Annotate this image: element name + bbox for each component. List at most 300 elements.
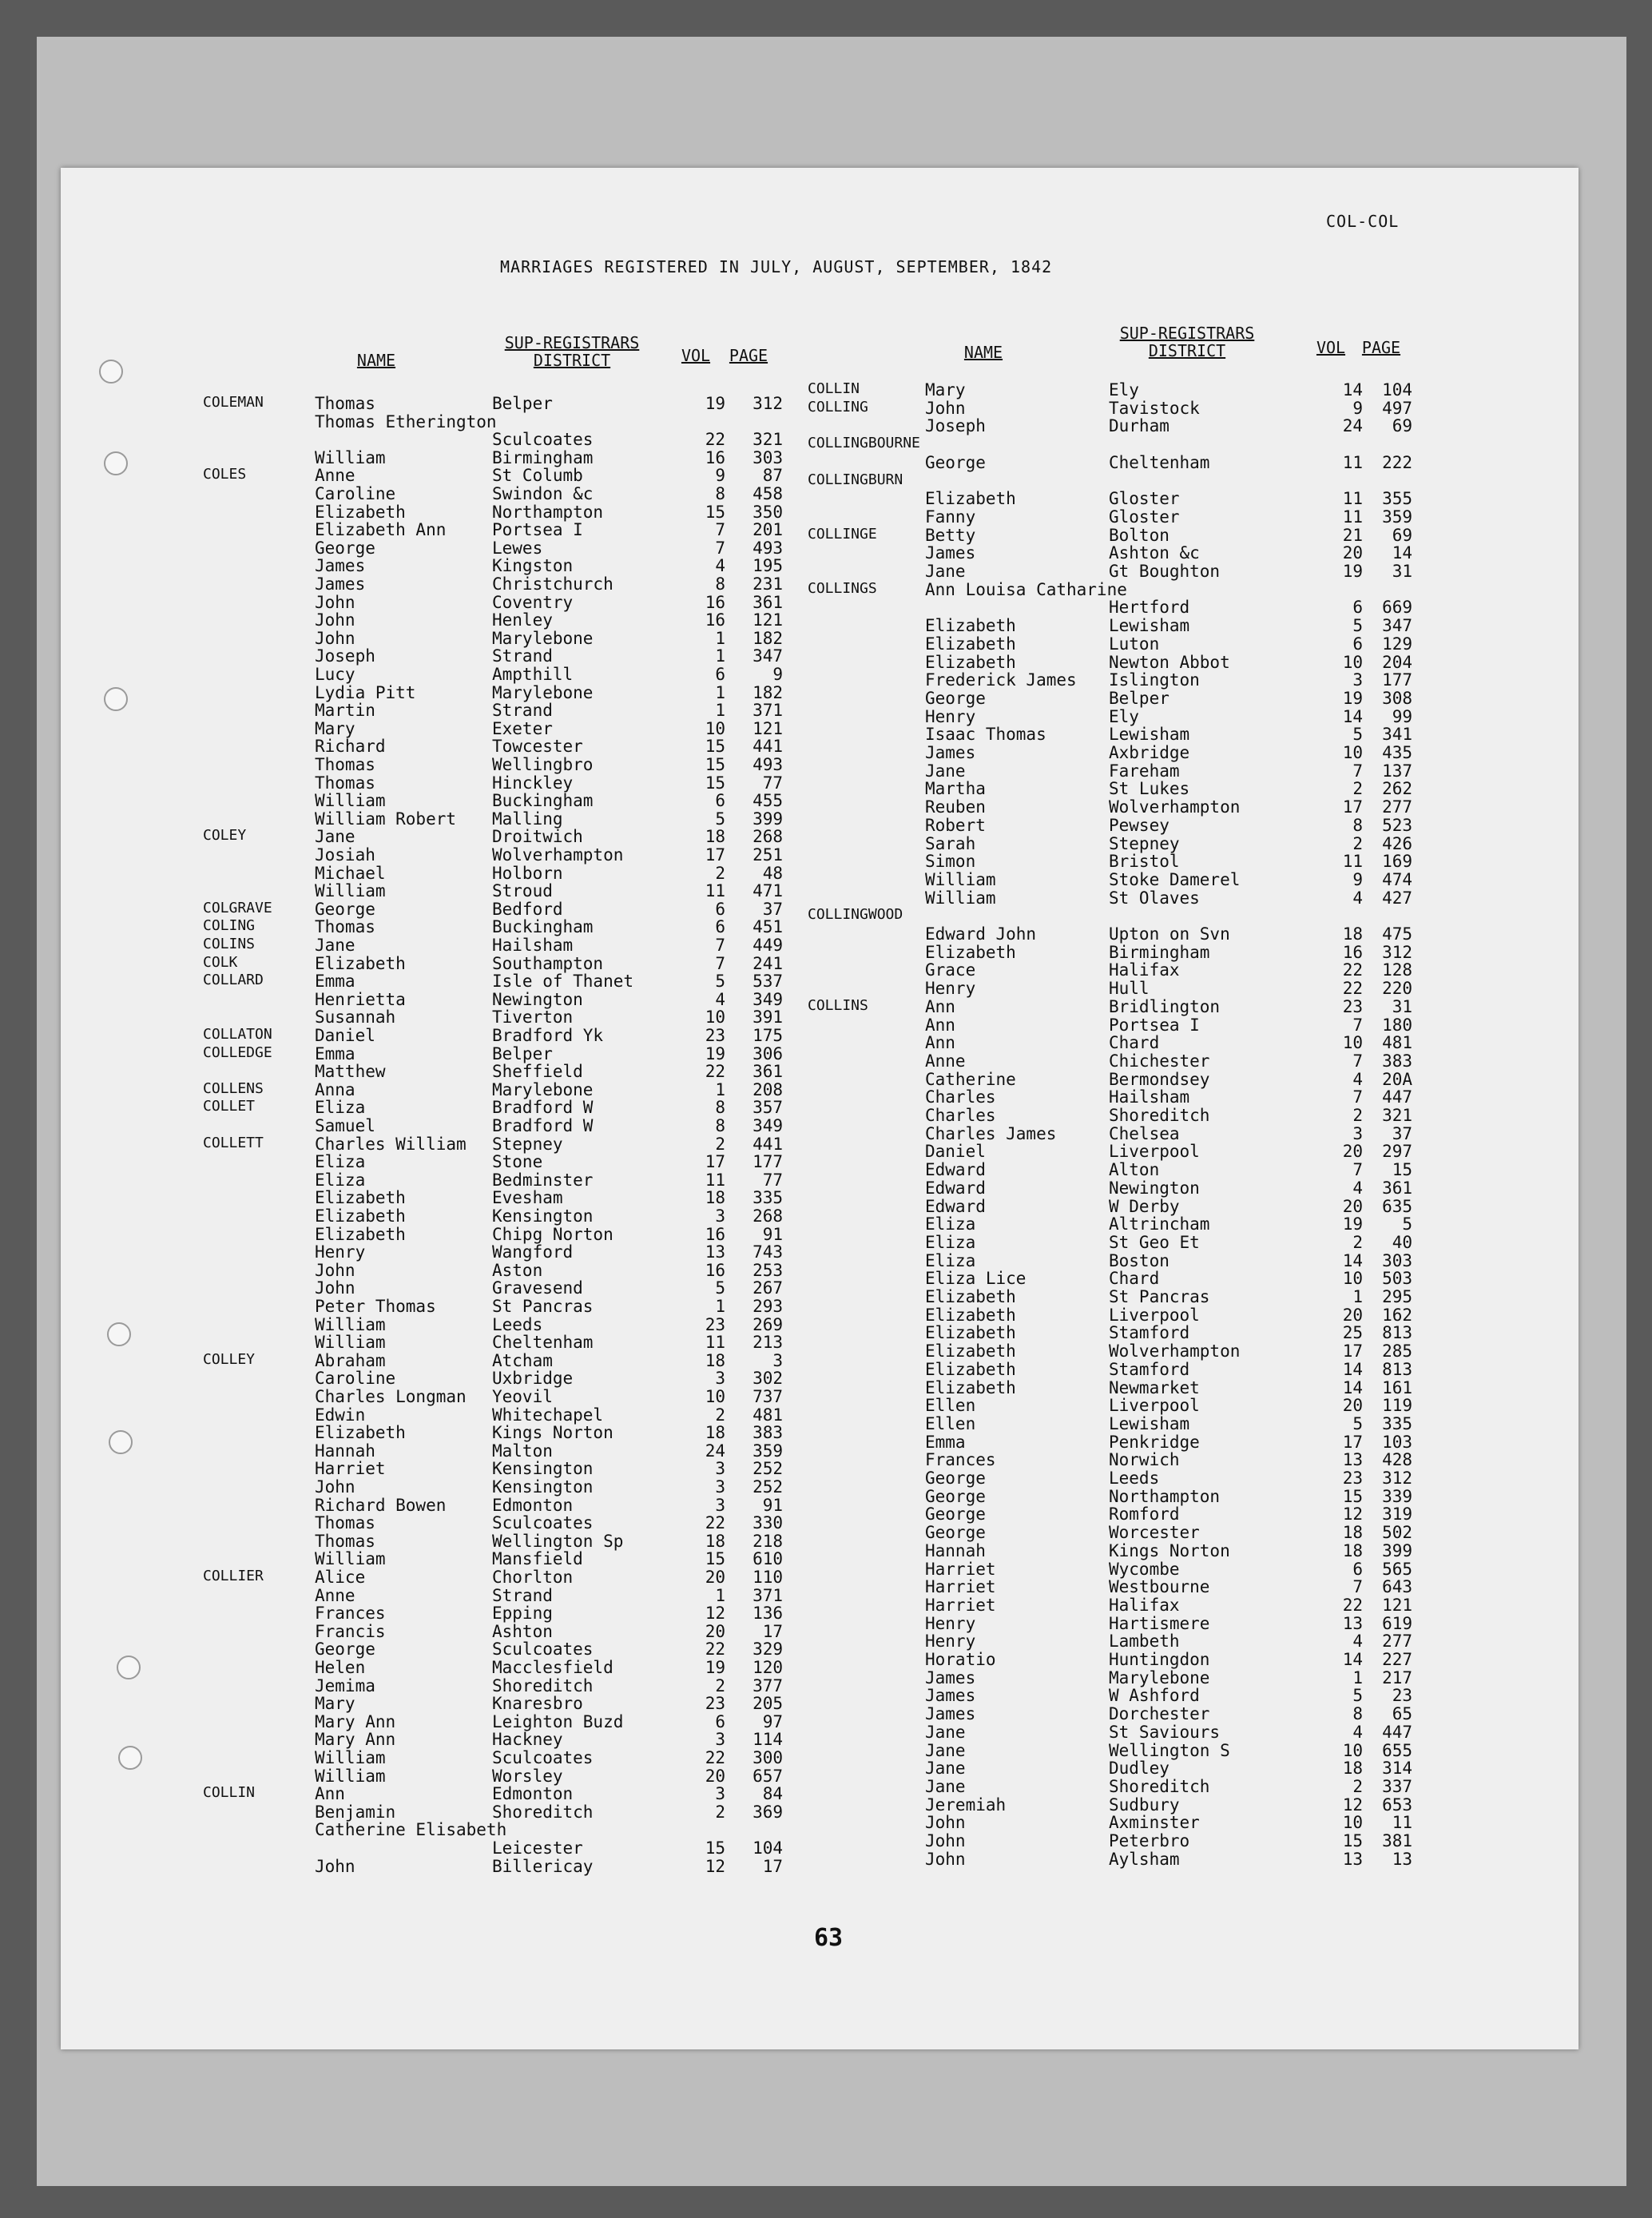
- entry-row: [61, 1070, 1579, 1087]
- vol-cell: 17: [1342, 1342, 1363, 1361]
- given-name-cell: Henry: [925, 979, 976, 999]
- vol-cell: 1: [715, 1297, 725, 1316]
- page-cell: 295: [1382, 1287, 1412, 1306]
- given-name-cell: Emma: [315, 972, 355, 992]
- register-page: [61, 168, 1579, 2049]
- given-name-cell: Henry: [925, 1613, 976, 1633]
- given-name-cell: Michael: [315, 863, 386, 883]
- page-cell: 252: [753, 1477, 783, 1497]
- given-name-cell: Ellen: [925, 1413, 976, 1433]
- surname-cell: COLLING: [808, 398, 868, 415]
- district-cell: St Columb: [492, 466, 583, 486]
- page-cell: 69: [1392, 525, 1412, 545]
- vol-cell: 9: [1352, 869, 1363, 889]
- page-cell: 657: [753, 1766, 783, 1786]
- district-cell: Hailsham: [1109, 1087, 1190, 1107]
- page-cell: 303: [753, 447, 783, 467]
- vol-cell: 17: [705, 845, 725, 865]
- vol-cell: 22: [705, 1062, 725, 1082]
- given-name-cell: James: [315, 574, 366, 594]
- district-cell: Buckingham: [492, 791, 594, 811]
- vol-cell: 23: [705, 1026, 725, 1045]
- page-cell: 77: [762, 1170, 783, 1190]
- vol-cell: 10: [705, 718, 725, 738]
- district-cell: Birmingham: [1109, 942, 1210, 962]
- page-cell: 399: [753, 809, 783, 829]
- given-name-cell: Jane: [925, 562, 966, 581]
- vol-cell: 4: [1352, 1069, 1363, 1089]
- entry-row: [61, 1087, 1579, 1105]
- entry-row: [61, 779, 1579, 797]
- given-name-cell: Josiah: [315, 845, 375, 865]
- page-cell: 383: [753, 1423, 783, 1443]
- page-cell: 383: [1382, 1051, 1412, 1071]
- page-cell: 182: [753, 682, 783, 702]
- given-name-cell: Charles James: [925, 1123, 1057, 1143]
- given-name-cell: George: [925, 1505, 986, 1524]
- vol-cell: 20: [705, 1568, 725, 1587]
- given-name-cell: Catherine Elisabeth: [315, 1820, 507, 1840]
- page-cell: 335: [753, 1188, 783, 1208]
- entry-row: [61, 1487, 1579, 1505]
- district-cell: Leighton Buzd: [492, 1711, 624, 1731]
- vol-cell: 9: [715, 466, 725, 486]
- given-name-cell: Ann: [925, 996, 955, 1016]
- given-name-cell: James: [925, 1704, 976, 1724]
- given-name-cell: Fanny: [925, 507, 976, 527]
- given-name-cell: John: [315, 1260, 355, 1280]
- vol-cell: 10: [1342, 1813, 1363, 1833]
- district-cell: Strand: [492, 646, 553, 666]
- vol-cell: 19: [1342, 688, 1363, 708]
- vol-cell: 13: [705, 1242, 725, 1262]
- entry-row: [61, 616, 1579, 634]
- entry-row: [61, 689, 1579, 706]
- page-cell: 119: [1382, 1396, 1412, 1416]
- given-name-cell: Anne: [315, 1585, 355, 1605]
- surname-cell: COLLINS: [808, 996, 868, 1014]
- given-name-cell: Jemima: [315, 1675, 375, 1695]
- page-cell: 227: [1382, 1650, 1412, 1669]
- page-cell: 458: [753, 484, 783, 503]
- page-cell: 37: [1392, 1123, 1412, 1143]
- vol-cell: 22: [705, 1748, 725, 1767]
- district-cell: Durham: [1109, 416, 1170, 436]
- vol-cell: 22: [705, 1513, 725, 1533]
- given-name-cell: Thomas: [315, 1531, 375, 1551]
- entry-row: [61, 598, 1579, 618]
- page-cell: 23: [1392, 1686, 1412, 1706]
- page-cell: 341: [1382, 725, 1412, 745]
- page-number: 63: [814, 1924, 844, 1952]
- district-cell: Stroud: [492, 881, 553, 901]
- page-cell: 231: [753, 574, 783, 594]
- given-name-cell: Benjamin: [315, 1802, 396, 1822]
- district-cell: Romford: [1109, 1505, 1180, 1524]
- vol-cell: 16: [705, 610, 725, 630]
- district-cell: Exeter: [492, 718, 553, 738]
- page-cell: 84: [762, 1784, 783, 1804]
- page-cell: 262: [1382, 779, 1412, 799]
- surname-cell: COLLINGWOOD: [808, 906, 903, 924]
- vol-cell: 15: [705, 755, 725, 774]
- given-name-cell: Mary: [315, 1694, 355, 1714]
- surname-cell: COLLIER: [203, 1568, 264, 1584]
- vol-cell: 18: [705, 1423, 725, 1443]
- given-name-cell: Charles: [925, 1087, 996, 1107]
- district-cell: Pewsey: [1109, 815, 1170, 835]
- district-cell: Strand: [492, 701, 553, 721]
- page-cell: 610: [753, 1549, 783, 1569]
- given-name-cell: Elizabeth: [315, 502, 406, 522]
- district-cell: Kings Norton: [1109, 1540, 1230, 1560]
- given-name-cell: Hannah: [925, 1540, 986, 1560]
- given-name-cell: Horatio: [925, 1650, 996, 1669]
- vol-cell: 11: [705, 881, 725, 901]
- given-name-cell: Simon: [925, 852, 976, 872]
- surname-cell: COLK: [203, 953, 238, 971]
- entry-row: [61, 888, 1579, 906]
- entry-row: [61, 1433, 1579, 1450]
- given-name-cell: William: [315, 1549, 386, 1569]
- vol-cell: 9: [1352, 398, 1363, 418]
- vol-cell: 17: [705, 1152, 725, 1172]
- page-cell: 371: [753, 701, 783, 721]
- vol-cell: 1: [1352, 1667, 1363, 1687]
- page-cell: 251: [753, 845, 783, 865]
- surname-cell: COLLINGE: [808, 525, 877, 543]
- entry-row: [61, 1051, 1579, 1069]
- district-cell: Cheltenham: [492, 1333, 594, 1353]
- district-cell: Ely: [1109, 380, 1139, 399]
- page-cell: 355: [1382, 489, 1412, 509]
- given-name-cell: Peter Thomas: [315, 1297, 436, 1316]
- page-cell: 349: [753, 1116, 783, 1135]
- district-cell: Wycombe: [1109, 1559, 1180, 1579]
- page-cell: 268: [753, 827, 783, 847]
- district-cell: Tiverton: [492, 1008, 574, 1028]
- page-cell: 475: [1382, 924, 1412, 944]
- given-name-cell: Henry: [315, 1242, 366, 1262]
- page-cell: 493: [753, 538, 783, 558]
- page-cell: 308: [1382, 688, 1412, 708]
- vol-cell: 7: [1352, 1087, 1363, 1107]
- given-name-cell: Matthew: [315, 1062, 386, 1082]
- page-cell: 565: [1382, 1559, 1412, 1579]
- page-cell: 619: [1382, 1613, 1412, 1633]
- surname-cell: COLING: [203, 917, 256, 935]
- district-cell: W Ashford: [1109, 1686, 1200, 1706]
- district-cell: Christchurch: [492, 574, 614, 594]
- vol-cell: 6: [715, 791, 725, 811]
- given-name-cell: John: [925, 1849, 966, 1869]
- entry-row: [61, 1124, 1579, 1142]
- page-cell: 253: [753, 1260, 783, 1280]
- vol-cell: 23: [1342, 996, 1363, 1016]
- page-cell: 349: [753, 989, 783, 1009]
- vol-cell: 13: [1342, 1613, 1363, 1633]
- given-name-cell: Harriet: [315, 1459, 386, 1479]
- vol-cell: 18: [705, 1350, 725, 1370]
- vol-cell: 22: [705, 430, 725, 450]
- district-cell: Ashton &c: [1109, 543, 1200, 563]
- entry-row: [61, 543, 1579, 561]
- given-name-cell: George: [315, 538, 375, 558]
- page-cell: 347: [753, 646, 783, 666]
- district-cell: Chipg Norton: [492, 1224, 614, 1244]
- given-name-cell: Frederick James: [925, 670, 1077, 690]
- entry-row: [61, 1360, 1579, 1377]
- entry-row: [61, 1414, 1579, 1432]
- page-cell: 220: [1382, 979, 1412, 999]
- district-cell: Kensington: [492, 1206, 594, 1226]
- vol-cell: 3: [715, 1477, 725, 1497]
- page-cell: 303: [1382, 1250, 1412, 1270]
- vol-cell: 1: [715, 1585, 725, 1605]
- vol-cell: 17: [1342, 1432, 1363, 1452]
- vol-cell: 11: [705, 1170, 725, 1190]
- entry-row: [61, 634, 1579, 652]
- given-name-cell: Thomas: [315, 1513, 375, 1533]
- district-cell: Cheltenham: [1109, 452, 1210, 472]
- given-name-cell: Eliza: [925, 1232, 976, 1252]
- given-name-cell: John: [315, 628, 355, 648]
- page-cell: 493: [753, 755, 783, 774]
- district-cell: Lewisham: [1109, 725, 1190, 745]
- entry-row: [61, 670, 1579, 688]
- page-cell: 337: [1382, 1776, 1412, 1796]
- vol-cell: 10: [1342, 1269, 1363, 1289]
- page-cell: 14: [1392, 543, 1412, 563]
- district-cell: Leeds: [492, 1314, 543, 1334]
- district-cell: Kingston: [492, 556, 574, 576]
- given-name-cell: Henrietta: [315, 989, 406, 1009]
- district-cell: Stepney: [492, 1134, 563, 1154]
- entry-row: [61, 997, 1579, 1015]
- given-name-cell: Elizabeth: [925, 616, 1016, 636]
- district-cell: Hertford: [1109, 598, 1190, 618]
- entry-row: [61, 1577, 1579, 1595]
- vol-cell: 14: [1342, 706, 1363, 726]
- page-cell: 91: [762, 1224, 783, 1244]
- given-name-cell: John: [925, 398, 966, 418]
- page-cell: 399: [1382, 1540, 1412, 1560]
- given-name-cell: John: [315, 1477, 355, 1497]
- page-cell: 201: [753, 520, 783, 540]
- entry-row: [61, 1596, 1579, 1613]
- page-cell: 361: [1382, 1178, 1412, 1198]
- given-name-cell: Edward: [925, 1160, 986, 1180]
- given-name-cell: Ann: [925, 1015, 955, 1035]
- col-name-header: [316, 352, 436, 369]
- given-name-cell: Mary Ann: [315, 1711, 396, 1731]
- vol-cell: 1: [715, 646, 725, 666]
- entry-row: [61, 1614, 1579, 1632]
- given-name-cell: Hannah: [315, 1441, 375, 1461]
- district-cell: Marylebone: [492, 1079, 594, 1099]
- given-name-cell: William: [315, 1314, 386, 1334]
- given-name-cell: Eliza: [315, 1098, 366, 1118]
- district-cell: Bedford: [492, 899, 563, 919]
- given-name-cell: Eliza: [315, 1170, 366, 1190]
- page-cell: 335: [1382, 1413, 1412, 1433]
- page-cell: 377: [753, 1675, 783, 1695]
- page-cell: 241: [753, 953, 783, 973]
- page-cell: 297: [1382, 1142, 1412, 1162]
- district-cell: Shoreditch: [1109, 1776, 1210, 1796]
- given-name-cell: Joseph: [925, 416, 986, 436]
- page-cell: 381: [1382, 1831, 1412, 1850]
- district-cell: Huntingdon: [1109, 1650, 1210, 1669]
- entry-row: [61, 1251, 1579, 1269]
- given-name-cell: James: [925, 743, 976, 762]
- page-cell: 103: [1382, 1432, 1412, 1452]
- district-cell: Stepney: [1109, 833, 1180, 853]
- page-cell: 474: [1382, 869, 1412, 889]
- vol-cell: 11: [1342, 489, 1363, 509]
- surname-cell: COLLETT: [203, 1134, 264, 1151]
- vol-cell: 7: [715, 538, 725, 558]
- entry-row: [61, 562, 1579, 579]
- district-cell: Fareham: [1109, 761, 1180, 781]
- page-cell: 321: [753, 430, 783, 450]
- vol-cell: 18: [1342, 1759, 1363, 1779]
- vol-cell: 18: [1342, 1540, 1363, 1560]
- given-name-cell: Grace: [925, 960, 976, 980]
- entry-row: [61, 1106, 1579, 1123]
- page-cell: 268: [753, 1206, 783, 1226]
- page-cell: 669: [1382, 598, 1412, 618]
- page-cell: 136: [753, 1604, 783, 1624]
- district-cell: Coventry: [492, 592, 574, 612]
- vol-cell: 19: [705, 1043, 725, 1063]
- entry-row: [61, 453, 1579, 471]
- given-name-cell: Elizabeth: [925, 1305, 1016, 1325]
- given-name-cell: Sarah: [925, 833, 976, 853]
- page-cell: 180: [1382, 1015, 1412, 1035]
- vol-cell: 5: [715, 1278, 725, 1298]
- entry-row: [61, 435, 1579, 452]
- district-cell: Sculcoates: [492, 1640, 594, 1660]
- vol-cell: 12: [1342, 1795, 1363, 1815]
- given-name-cell: George: [315, 899, 375, 919]
- given-name-cell: Mary: [925, 380, 966, 399]
- entry-row: [61, 1759, 1579, 1779]
- given-name-cell: Anna: [315, 1079, 355, 1099]
- given-name-cell: William: [315, 881, 386, 901]
- page-cell: 361: [753, 1062, 783, 1082]
- district-cell: Wangford: [492, 1242, 574, 1262]
- vol-cell: 3: [1352, 1123, 1363, 1143]
- district-cell: Whitechapel: [492, 1405, 604, 1425]
- vol-cell: 2: [715, 1134, 725, 1154]
- page-cell: 537: [753, 972, 783, 992]
- district-cell: Hinckley: [492, 773, 574, 793]
- vol-cell: 14: [1342, 1359, 1363, 1379]
- given-name-cell: John: [315, 592, 355, 612]
- vol-cell: 8: [715, 574, 725, 594]
- vol-cell: 3: [715, 1369, 725, 1389]
- page-cell: 277: [1382, 1632, 1412, 1652]
- page-cell: 426: [1382, 833, 1412, 853]
- given-name-cell: Emma: [925, 1432, 966, 1452]
- given-name-cell: George: [925, 1486, 986, 1506]
- page-cell: 447: [1382, 1087, 1412, 1107]
- district-cell: Lewisham: [1109, 616, 1190, 636]
- given-name-cell: Frances: [925, 1450, 996, 1470]
- district-cell: Uxbridge: [492, 1369, 574, 1389]
- district-cell: Hull: [1109, 979, 1150, 999]
- district-cell: Stamford: [1109, 1359, 1190, 1379]
- page-cell: 481: [1382, 1033, 1412, 1053]
- vol-cell: 23: [705, 1314, 725, 1334]
- col-name-label: NAME: [356, 351, 396, 370]
- entry-row: [61, 489, 1579, 507]
- page-title: MARRIAGES REGISTERED IN JULY, AUGUST, SEPTEMBER, 1842: [500, 257, 1053, 276]
- given-name-cell: Elizabeth: [315, 1206, 406, 1226]
- vol-cell: 20: [705, 1621, 725, 1641]
- page-cell: 182: [753, 628, 783, 648]
- page-cell: 441: [753, 1134, 783, 1154]
- vol-cell: 22: [1342, 960, 1363, 980]
- vol-cell: 19: [1342, 562, 1363, 581]
- district-cell: Sculcoates: [492, 1513, 594, 1533]
- page-cell: 15: [1392, 1160, 1412, 1180]
- page-cell: 312: [753, 394, 783, 413]
- given-name-cell: William: [315, 1748, 386, 1767]
- page-cell: 277: [1382, 797, 1412, 817]
- entry-row: [61, 1541, 1579, 1559]
- page-cell: 330: [753, 1513, 783, 1533]
- district-cell: St Olaves: [1109, 888, 1200, 908]
- surname-cell: COLLARD: [203, 972, 264, 989]
- vol-cell: 24: [705, 1441, 725, 1461]
- district-cell: Strand: [492, 1585, 553, 1605]
- district-cell: Gt Boughton: [1109, 562, 1221, 581]
- district-cell: Birmingham: [492, 447, 594, 467]
- district-cell: Stamford: [1109, 1323, 1190, 1343]
- given-name-cell: Richard: [315, 737, 386, 757]
- district-cell: Ashton: [492, 1621, 553, 1641]
- vol-cell: 3: [715, 1784, 725, 1804]
- given-name-cell: Catherine: [925, 1069, 1016, 1089]
- entry-row: [61, 1723, 1579, 1740]
- vol-cell: 15: [1342, 1831, 1363, 1850]
- given-name-cell: Elizabeth: [925, 1359, 1016, 1379]
- district-cell: Sculcoates: [492, 430, 594, 450]
- district-cell: Peterbro: [1109, 1831, 1190, 1850]
- district-cell: Bolton: [1109, 525, 1170, 545]
- page-cell: 306: [753, 1043, 783, 1063]
- given-name-cell: Edward: [925, 1196, 986, 1216]
- page-cell: 502: [1382, 1523, 1412, 1543]
- district-cell: Hackney: [492, 1730, 563, 1750]
- district-cell: Gravesend: [492, 1278, 583, 1298]
- district-cell: Halifax: [1109, 960, 1180, 980]
- given-name-cell: Frances: [315, 1604, 386, 1624]
- vol-cell: 8: [715, 1116, 725, 1135]
- given-name-cell: Harriet: [925, 1577, 996, 1597]
- vol-cell: 16: [705, 1224, 725, 1244]
- vol-cell: 2: [1352, 1232, 1363, 1252]
- page-cell: 20A: [1382, 1069, 1412, 1089]
- district-cell: Yeovil: [492, 1387, 553, 1406]
- page-cell: 435: [1382, 743, 1412, 762]
- page-cell: 217: [1382, 1667, 1412, 1687]
- vol-cell: 4: [715, 556, 725, 576]
- district-cell: Chorlton: [492, 1568, 574, 1587]
- given-name-cell: Richard Bowen: [315, 1495, 447, 1515]
